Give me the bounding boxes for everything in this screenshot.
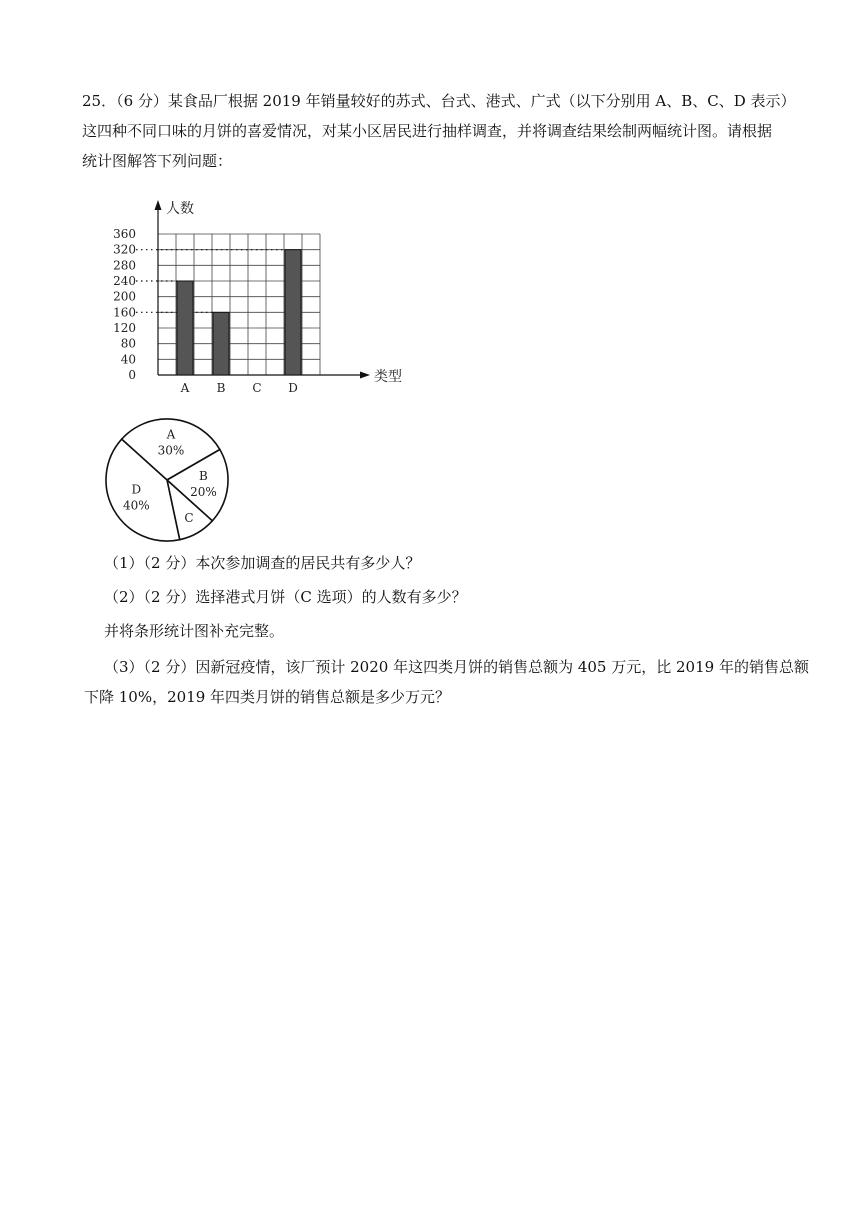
y-tick-label: 80 <box>120 336 136 351</box>
bar-a <box>177 281 193 375</box>
sub3-line-2: 下降 10%，2019 年四类月饼的销售总额是多少万元？ <box>84 688 451 706</box>
sub-question-2-continued: 并将条形统计图补充完整。 <box>104 622 285 640</box>
y-tick-label: 320 <box>113 242 136 257</box>
x-axis-arrow <box>360 372 370 379</box>
y-tick-label: 0 <box>128 368 136 382</box>
x-tick-label: C <box>252 381 262 395</box>
sub-question-2: （2）（2 分）选择港式月饼（C 选项）的人数有多少？ <box>104 588 467 606</box>
pie-label-d: D <box>131 482 142 497</box>
y-tick-label: 280 <box>113 258 136 273</box>
pie-percent-b: 20% <box>190 484 217 499</box>
y-tick-label: 160 <box>113 305 136 320</box>
bar-chart <box>100 196 420 396</box>
y-tick-label: 200 <box>113 289 136 304</box>
x-tick-label: D <box>288 381 298 395</box>
pie-chart <box>100 414 240 544</box>
sub3-line-1: （3）（2 分）因新冠疫情，该厂预计 2020 年这四类月饼的销售总额为 405 万元，比 2019 年的销售总额 <box>104 658 809 676</box>
stem-line-3: 统计图解答下列问题： <box>82 152 233 170</box>
pie-label-c: C <box>184 511 194 526</box>
y-tick-label: 40 <box>120 352 136 367</box>
pie-label-b: B <box>198 468 208 483</box>
y-axis-arrow <box>155 200 162 210</box>
y-axis-title: 人数 <box>166 201 194 217</box>
question-stem <box>82 86 810 176</box>
sub-question-3 <box>84 652 812 712</box>
stem-line-1: 25．（6 分）某食品厂根据 2019 年销量较好的苏式、台式、港式、广式（以下分别用 A、B、C、D 表示） <box>82 92 796 110</box>
bar-d <box>285 250 301 375</box>
y-tick-label: 120 <box>113 321 136 335</box>
pie-percent-a: 30% <box>157 443 185 458</box>
x-tick-label: A <box>180 381 190 395</box>
x-tick-label: B <box>216 381 226 395</box>
sub-question-1: （1）（2 分）本次参加调查的居民共有多少人？ <box>104 554 421 572</box>
pie-label-a: A <box>166 427 176 442</box>
bar-b <box>213 312 229 375</box>
x-axis-title: 类型 <box>374 369 402 385</box>
y-tick-label: 360 <box>113 227 136 241</box>
y-tick-label: 240 <box>113 274 136 288</box>
stem-line-2: 这四种不同口味的月饼的喜爱情况，对某小区居民进行抽样调查，并将调查结果绘制两幅统计图。请根据 <box>82 122 773 140</box>
pie-percent-d: 40% <box>123 498 150 513</box>
